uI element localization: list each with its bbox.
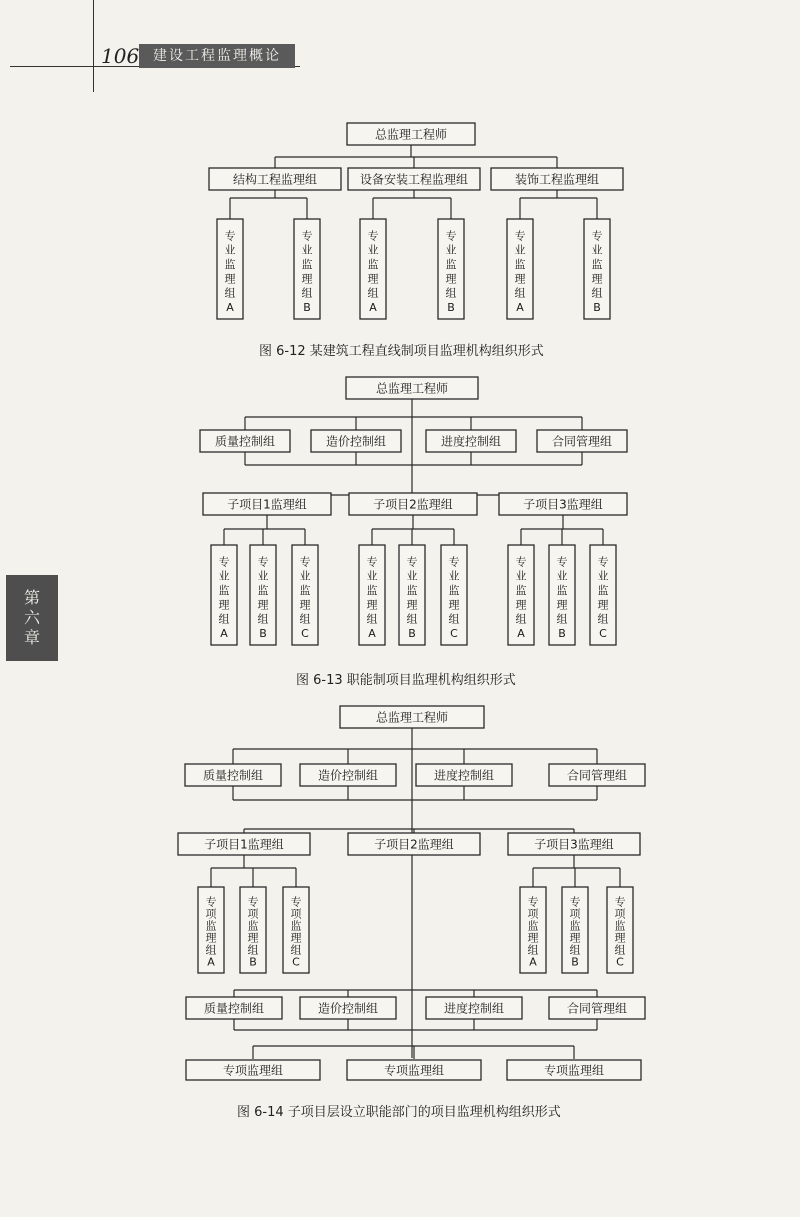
functional-group-label: 进度控制组 — [440, 434, 502, 449]
specialty-group-char: 业 — [514, 243, 526, 257]
specialty-group-char: 监 — [299, 583, 311, 597]
functional-group-lower-label: 合同管理组 — [566, 1001, 628, 1016]
specialty-group-char: 专 — [366, 555, 378, 569]
functional-group-label: 造价控制组 — [317, 768, 379, 783]
specialty-group-char: 监 — [301, 257, 313, 271]
specialty-group-char: 监 — [597, 583, 609, 597]
specialty-group-char: 业 — [367, 243, 379, 257]
specialty-group-char: 组 — [366, 612, 378, 626]
special-item-group-char: 理 — [614, 931, 626, 945]
specialty-group-char: 理 — [591, 272, 603, 286]
special-item-group-char: 项 — [614, 907, 626, 921]
special-item-group-char: 理 — [205, 931, 217, 945]
subproject-group-label: 子项目1监理组 — [204, 837, 284, 852]
special-item-group-char: 监 — [527, 919, 539, 933]
specialty-group-char: A — [226, 300, 234, 314]
specialty-group-char: 理 — [224, 272, 236, 286]
special-item-group-char: B — [249, 955, 257, 969]
specialty-group-char: A — [220, 626, 228, 640]
specialty-group-char: 业 — [218, 569, 230, 583]
specialty-group-char: 理 — [514, 272, 526, 286]
specialty-group-char: 监 — [445, 257, 457, 271]
special-item-group-char: C — [616, 955, 624, 969]
special-item-group-char: 项 — [247, 907, 259, 921]
specialty-group-char: 业 — [515, 569, 527, 583]
specialty-group-char: 监 — [514, 257, 526, 271]
special-item-group-char: A — [207, 955, 215, 969]
specialty-group-char: 监 — [367, 257, 379, 271]
special-item-group-char: 监 — [205, 919, 217, 933]
figure-6-12-caption: 图 6-12 某建筑工程直线制项目监理机构组织形式 — [259, 344, 544, 359]
specialty-group-char: 组 — [367, 286, 379, 300]
special-item-group-char: B — [571, 955, 579, 969]
specialty-group-char: 业 — [299, 569, 311, 583]
functional-group-label: 合同管理组 — [566, 768, 628, 783]
special-item-group-char: A — [529, 955, 537, 969]
special-item-group-char: 项 — [205, 907, 217, 921]
specialty-group-char: 专 — [556, 555, 568, 569]
specialty-group-char: 理 — [597, 598, 609, 612]
specialty-group-char: C — [301, 626, 309, 640]
chapter-tab-char: 六 — [23, 608, 40, 627]
specialty-group-char: 组 — [514, 286, 526, 300]
figure-6-13-caption: 图 6-13 职能制项目监理机构组织形式 — [296, 673, 516, 688]
book-title: 建设工程监理概论 — [139, 44, 295, 68]
specialty-group-char: 专 — [257, 555, 269, 569]
special-item-group-char: 监 — [569, 919, 581, 933]
specialty-group-char: 监 — [218, 583, 230, 597]
specialty-group-char: 组 — [299, 612, 311, 626]
specialty-group-char: 专 — [301, 229, 313, 243]
specialty-group-char: B — [447, 300, 455, 314]
specialty-group-char: 组 — [591, 286, 603, 300]
chief-supervisor-label: 总监理工程师 — [374, 127, 448, 142]
specialty-group-char: B — [558, 626, 566, 640]
specialty-group-char: 专 — [406, 555, 418, 569]
supervision-group-label: 结构工程监理组 — [232, 172, 318, 187]
page-number: 106 — [101, 44, 140, 68]
specialty-group-char: 业 — [556, 569, 568, 583]
specialty-group-char: 组 — [445, 286, 457, 300]
special-item-group-char: 组 — [614, 943, 626, 957]
specialty-group-char: 业 — [445, 243, 457, 257]
subproject-group-label: 子项目2监理组 — [374, 837, 454, 852]
special-item-group-char: 理 — [247, 931, 259, 945]
specialty-group-char: 业 — [301, 243, 313, 257]
functional-group-label: 造价控制组 — [325, 434, 387, 449]
special-item-group-char: 理 — [569, 931, 581, 945]
specialty-group-char: 组 — [218, 612, 230, 626]
specialty-group-char: 专 — [448, 555, 460, 569]
special-item-group-char: 项 — [290, 907, 302, 921]
functional-group-lower-label: 造价控制组 — [317, 1001, 379, 1016]
functional-group-label: 质量控制组 — [214, 434, 276, 449]
specialty-group-char: 理 — [257, 598, 269, 612]
specialty-group-char: A — [516, 300, 524, 314]
specialty-group-char: 业 — [591, 243, 603, 257]
special-item-group-char: 专 — [614, 895, 626, 909]
special-item-group-char: 专 — [290, 895, 302, 909]
special-item-group-char: 组 — [569, 943, 581, 957]
specialty-group-char: 专 — [514, 229, 526, 243]
specialty-group-char: 理 — [366, 598, 378, 612]
specialty-group-char: 专 — [224, 229, 236, 243]
specialty-group-char: 业 — [224, 243, 236, 257]
specialty-group-char: 专 — [597, 555, 609, 569]
special-item-group-char: 理 — [290, 931, 302, 945]
specialty-group-char: 监 — [406, 583, 418, 597]
special-item-group-char: 专 — [569, 895, 581, 909]
specialty-group-char: 理 — [406, 598, 418, 612]
specialty-group-char: B — [408, 626, 416, 640]
special-supervision-group-label: 专项监理组 — [383, 1063, 445, 1078]
specialty-group-char: B — [593, 300, 601, 314]
specialty-group-char: 监 — [257, 583, 269, 597]
specialty-group-char: 业 — [448, 569, 460, 583]
specialty-group-char: 监 — [591, 257, 603, 271]
specialty-group-char: 业 — [366, 569, 378, 583]
specialty-group-char: 专 — [591, 229, 603, 243]
chief-supervisor-label: 总监理工程师 — [375, 710, 449, 725]
supervision-group-label: 设备安装工程监理组 — [359, 172, 469, 187]
specialty-group-char: 监 — [556, 583, 568, 597]
specialty-group-char: 专 — [367, 229, 379, 243]
special-supervision-group-label: 专项监理组 — [543, 1063, 605, 1078]
specialty-group-char: 理 — [556, 598, 568, 612]
specialty-group-char: 组 — [301, 286, 313, 300]
specialty-group-char: 业 — [257, 569, 269, 583]
specialty-group-char: B — [259, 626, 267, 640]
functional-group-label: 合同管理组 — [551, 434, 613, 449]
specialty-group-char: 业 — [406, 569, 418, 583]
specialty-group-char: 专 — [218, 555, 230, 569]
chapter-tab-char: 第 — [23, 588, 40, 607]
special-item-group-char: 专 — [205, 895, 217, 909]
special-item-group-char: 专 — [247, 895, 259, 909]
specialty-group-char: C — [599, 626, 607, 640]
special-item-group-char: 监 — [247, 919, 259, 933]
specialty-group-char: 组 — [556, 612, 568, 626]
special-item-group-char: 专 — [527, 895, 539, 909]
special-item-group-char: 监 — [614, 919, 626, 933]
specialty-group-char: 监 — [515, 583, 527, 597]
functional-group-lower-label: 质量控制组 — [203, 1001, 265, 1016]
specialty-group-char: 理 — [218, 598, 230, 612]
subproject-group-label: 子项目3监理组 — [523, 497, 603, 512]
specialty-group-char: A — [368, 626, 376, 640]
specialty-group-char: 理 — [445, 272, 457, 286]
special-item-group-char: 组 — [290, 943, 302, 957]
subproject-group-label: 子项目2监理组 — [373, 497, 453, 512]
specialty-group-char: 监 — [448, 583, 460, 597]
specialty-group-char: 理 — [515, 598, 527, 612]
functional-group-label: 进度控制组 — [433, 768, 495, 783]
special-supervision-group-label: 专项监理组 — [222, 1063, 284, 1078]
specialty-group-char: 监 — [366, 583, 378, 597]
special-item-group-char: 组 — [527, 943, 539, 957]
specialty-group-char: 专 — [515, 555, 527, 569]
specialty-group-char: 组 — [515, 612, 527, 626]
functional-group-lower-label: 进度控制组 — [443, 1001, 505, 1016]
subproject-group-label: 子项目1监理组 — [227, 497, 307, 512]
specialty-group-char: 专 — [445, 229, 457, 243]
subproject-group-label: 子项目3监理组 — [534, 837, 614, 852]
chapter-tab-char: 章 — [23, 628, 40, 647]
special-item-group-char: 项 — [527, 907, 539, 921]
specialty-group-char: 监 — [224, 257, 236, 271]
functional-group-label: 质量控制组 — [202, 768, 264, 783]
special-item-group-char: C — [292, 955, 300, 969]
specialty-group-char: 理 — [367, 272, 379, 286]
supervision-group-label: 装饰工程监理组 — [514, 172, 600, 187]
specialty-group-char: 组 — [224, 286, 236, 300]
specialty-group-char: 理 — [299, 598, 311, 612]
specialty-group-char: 组 — [406, 612, 418, 626]
specialty-group-char: C — [450, 626, 458, 640]
figure-6-14-caption: 图 6-14 子项目层设立职能部门的项目监理机构组织形式 — [237, 1105, 561, 1120]
specialty-group-char: B — [303, 300, 311, 314]
specialty-group-char: 理 — [448, 598, 460, 612]
specialty-group-char: 组 — [257, 612, 269, 626]
chief-supervisor-label: 总监理工程师 — [375, 381, 449, 396]
special-item-group-char: 理 — [527, 931, 539, 945]
specialty-group-char: 组 — [448, 612, 460, 626]
special-item-group-char: 监 — [290, 919, 302, 933]
special-item-group-char: 组 — [205, 943, 217, 957]
specialty-group-char: A — [369, 300, 377, 314]
specialty-group-char: 理 — [301, 272, 313, 286]
specialty-group-char: 专 — [299, 555, 311, 569]
special-item-group-char: 项 — [569, 907, 581, 921]
specialty-group-char: 业 — [597, 569, 609, 583]
special-item-group-char: 组 — [247, 943, 259, 957]
specialty-group-char: A — [517, 626, 525, 640]
specialty-group-char: 组 — [597, 612, 609, 626]
